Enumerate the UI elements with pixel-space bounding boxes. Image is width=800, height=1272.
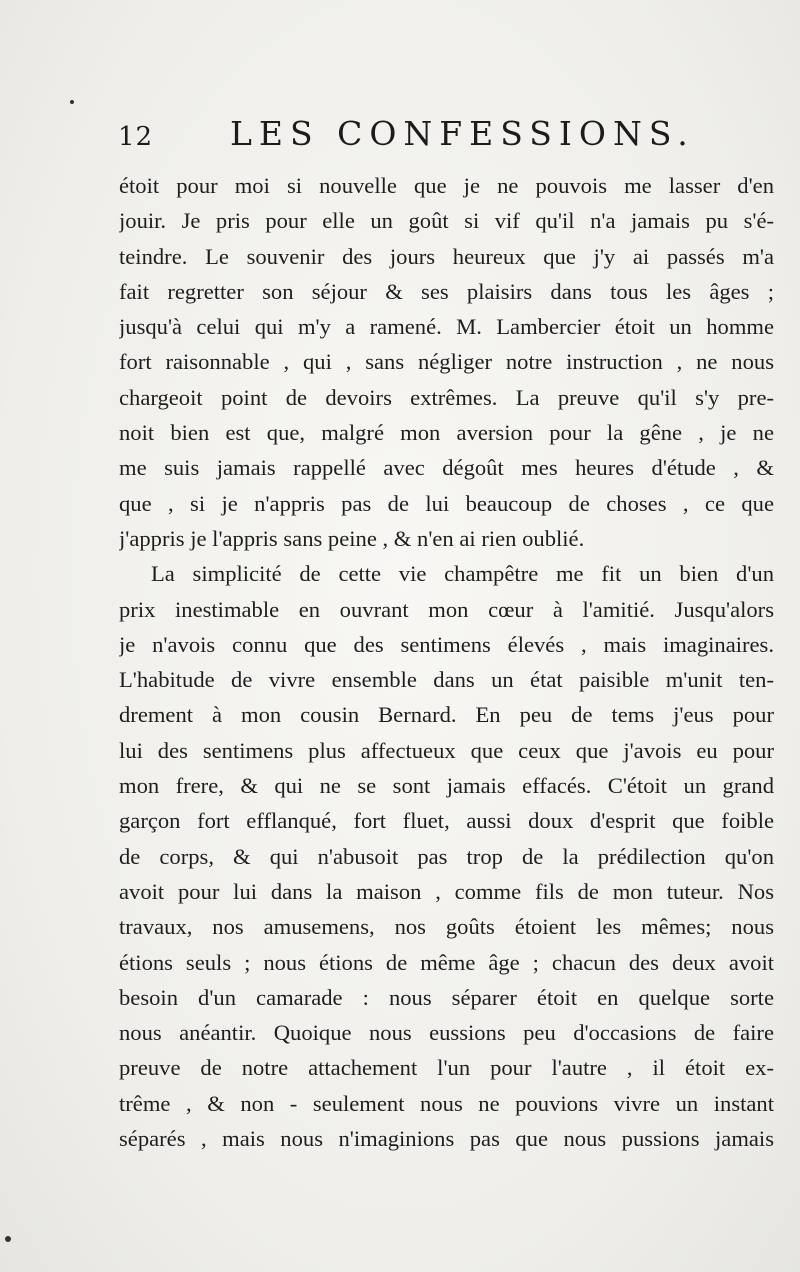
text-line: fort raisonnable , qui , sans négliger notre instruction , ne nous (119, 349, 774, 375)
text-line: je n'avois connu que des sentimens élevés , mais imaginaires. (119, 631, 774, 657)
text-line: teindre. Le souvenir des jours heureux que j'y ai passés m'a (119, 243, 774, 269)
text-line: jouir. Je pris pour elle un goût si vif qu'il n'a jamais pu s'é- (119, 208, 774, 234)
page-number: 12 (118, 122, 154, 152)
text-line: drement à mon cousin Bernard. En peu de tems j'eus pour (119, 702, 774, 728)
text-line: me suis jamais rappellé avec dégoût mes heures d'étude , & (119, 455, 774, 481)
text-line: lui des sentimens plus affectueux que ceux que j'avois eu pour (119, 737, 774, 763)
text-line: noit bien est que, malgré mon aversion pour la gêne , je ne (119, 420, 774, 446)
text-line: mon frere, & qui ne se sont jamais effacés. C'étoit un grand (119, 773, 774, 799)
text-line: nous anéantir. Quoique nous eussions peu d'occasions de faire (119, 1020, 774, 1046)
text-line: trême , & non - seulement nous ne pouvions vivre un instant (119, 1090, 774, 1116)
text-line: étions seuls ; nous étions de même âge ; chacun des deux avoit (119, 949, 774, 975)
text-line: chargeoit point de devoirs extrêmes. La preuve qu'il s'y pre- (119, 384, 774, 410)
body-text (119, 168, 774, 1156)
text-line: de corps, & qui n'abusoit pas trop de la prédilection qu'on (119, 843, 774, 869)
text-line: que , si je n'appris pas de lui beaucoup de choses , ce que (119, 490, 774, 516)
ink-speck (70, 100, 74, 104)
text-line-paragraph-start: La simplicité de cette vie champêtre me fit un bien d'un (151, 561, 774, 587)
text-line: fait regretter son séjour & ses plaisirs dans tous les âges ; (119, 278, 774, 304)
text-line: besoin d'un camarade : nous séparer étoit en quelque sorte (119, 984, 774, 1010)
text-line-paragraph-end: j'appris je l'appris sans peine , & n'en ai rien oublié. (119, 525, 585, 551)
ink-speck (5, 1236, 11, 1242)
text-line: L'habitude de vivre ensemble dans un état paisible m'unit ten- (119, 667, 774, 693)
text-line: garçon fort efflanqué, fort fluet, aussi doux d'esprit que foible (119, 808, 774, 834)
text-line: preuve de notre attachement l'un pour l'autre , il étoit ex- (119, 1055, 774, 1081)
text-line: jusqu'à celui qui m'y a ramené. M. Lambercier étoit un homme (119, 314, 774, 340)
text-line: prix inestimable en ouvrant mon cœur à l'amitié. Jusqu'alors (119, 596, 774, 622)
page-header (118, 108, 695, 156)
running-head: LES CONFESSIONS. (230, 114, 695, 153)
text-line: séparés , mais nous n'imaginions pas que nous pussions jamais (119, 1126, 774, 1152)
text-line: étoit pour moi si nouvelle que je ne pouvois me lasser d'en (119, 173, 774, 198)
text-line: avoit pour lui dans la maison , comme fils de mon tuteur. Nos (119, 878, 774, 904)
text-line: travaux, nos amusemens, nos goûts étoient les mêmes; nous (119, 914, 774, 940)
